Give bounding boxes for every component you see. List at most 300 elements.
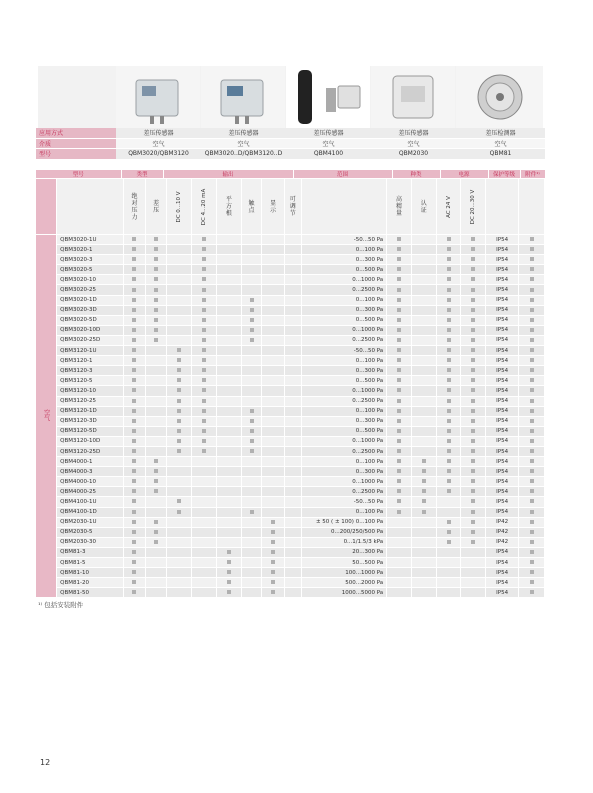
display-cell — [262, 406, 285, 416]
high-precision-cell — [387, 588, 412, 598]
square-root-cell — [216, 356, 241, 366]
check-square-icon — [422, 459, 426, 463]
certification-cell — [411, 305, 436, 315]
table-row — [36, 537, 545, 547]
table-row — [36, 588, 545, 598]
check-square-icon — [202, 328, 206, 332]
check-square-icon — [397, 267, 401, 271]
adjustable-cell — [285, 537, 302, 547]
product-photo-qbm3020d — [201, 66, 285, 128]
check-square-icon — [271, 560, 275, 564]
overview-cell: 空气 — [116, 138, 201, 149]
dc10-cell — [167, 497, 192, 507]
absolute-cell — [124, 547, 146, 557]
model-cell: QBM4100-1U — [57, 497, 124, 507]
check-square-icon — [530, 560, 534, 564]
square-root-cell — [216, 295, 241, 305]
table-row — [36, 406, 545, 416]
check-square-icon — [397, 298, 401, 302]
accessory-cell — [519, 356, 545, 366]
absolute-cell — [124, 396, 146, 406]
protection-cell: IP54 — [486, 457, 519, 467]
check-square-icon — [132, 257, 136, 261]
overview-cell: QBM3020/QBM3120 — [116, 149, 201, 160]
contact-cell — [241, 588, 262, 598]
check-square-icon — [447, 429, 451, 433]
accessory-cell — [519, 446, 545, 456]
model-cell: QBM81-50 — [57, 588, 124, 598]
check-square-icon — [447, 479, 451, 483]
check-square-icon — [154, 308, 158, 312]
check-square-icon — [271, 540, 275, 544]
check-square-icon — [132, 540, 136, 544]
high-precision-cell — [387, 245, 412, 255]
accessory-cell — [519, 315, 545, 325]
table-row — [36, 578, 545, 588]
check-square-icon — [202, 368, 206, 372]
check-square-icon — [471, 298, 475, 302]
display-cell — [262, 477, 285, 487]
check-square-icon — [471, 257, 475, 261]
contact-cell — [241, 578, 262, 588]
certification-cell — [411, 295, 436, 305]
accessory-cell — [519, 295, 545, 305]
check-square-icon — [132, 419, 136, 423]
check-square-icon — [202, 429, 206, 433]
check-square-icon — [132, 469, 136, 473]
check-square-icon — [177, 368, 181, 372]
check-square-icon — [397, 257, 401, 261]
table-row — [36, 366, 545, 376]
range-cell: 0...1000 Pa — [301, 477, 387, 487]
table-row — [36, 315, 545, 325]
table-row — [36, 426, 545, 436]
certification-cell — [411, 487, 436, 497]
dc10-cell — [167, 446, 192, 456]
model-cell: QBM3120-10D — [57, 436, 124, 446]
table-row — [36, 235, 545, 245]
absolute-cell — [124, 356, 146, 366]
check-square-icon — [132, 580, 136, 584]
model-cell: QBM3120-5 — [57, 376, 124, 386]
dc2030-cell — [461, 356, 486, 366]
high-precision-cell — [387, 265, 412, 275]
check-square-icon — [447, 338, 451, 342]
check-square-icon — [471, 419, 475, 423]
model-cell: QBM81-20 — [57, 578, 124, 588]
group-protection: 保护等级 — [488, 170, 520, 178]
overview-cell: 空气 — [371, 138, 456, 149]
adjustable-cell — [285, 416, 302, 426]
absolute-cell — [124, 507, 146, 517]
square-root-cell — [216, 255, 241, 265]
differential-cell — [145, 457, 167, 467]
dc10-cell — [167, 558, 192, 568]
display-cell — [262, 426, 285, 436]
dc10-cell — [167, 245, 192, 255]
check-square-icon — [397, 348, 401, 352]
check-square-icon — [397, 439, 401, 443]
check-square-icon — [447, 368, 451, 372]
high-precision-cell — [387, 285, 412, 295]
check-square-icon — [202, 449, 206, 453]
dc2030-cell — [461, 457, 486, 467]
contact-cell — [241, 517, 262, 527]
dc420-cell — [192, 578, 217, 588]
medium-side-label — [36, 235, 57, 598]
contact-cell — [241, 547, 262, 557]
differential-cell — [145, 245, 167, 255]
display-cell — [262, 558, 285, 568]
check-square-icon — [447, 247, 451, 251]
check-square-icon — [132, 409, 136, 413]
display-cell — [262, 416, 285, 426]
overview-cell: 差压传感器 — [201, 128, 286, 138]
check-square-icon — [177, 348, 181, 352]
contact-cell — [241, 255, 262, 265]
dc2030-cell — [461, 335, 486, 345]
check-square-icon — [202, 348, 206, 352]
ac24-cell — [436, 558, 461, 568]
check-square-icon — [471, 449, 475, 453]
group-range: 范围 — [293, 170, 392, 178]
check-square-icon — [530, 580, 534, 584]
range-cell: 0...300 Pa — [301, 305, 387, 315]
overview-cell: QBM4100 — [286, 149, 371, 160]
protection-cell: IP54 — [486, 386, 519, 396]
check-square-icon — [132, 288, 136, 292]
model-cell: QBM3020-1D — [57, 295, 124, 305]
dc420-cell — [192, 346, 217, 356]
certification-cell — [411, 376, 436, 386]
square-root-cell — [216, 446, 241, 456]
check-square-icon — [132, 277, 136, 281]
model-cell: QBM2030-30 — [57, 537, 124, 547]
display-cell — [262, 457, 285, 467]
range-cell: 0...100 Pa — [301, 507, 387, 517]
table-row — [36, 436, 545, 446]
differential-cell — [145, 477, 167, 487]
dc420-cell — [192, 507, 217, 517]
absolute-cell — [124, 285, 146, 295]
check-square-icon — [471, 409, 475, 413]
check-square-icon — [177, 358, 181, 362]
check-square-icon — [132, 479, 136, 483]
display-cell — [262, 335, 285, 345]
absolute-cell — [124, 255, 146, 265]
check-square-icon — [530, 429, 534, 433]
sub-range-blank — [301, 179, 387, 234]
contact-cell — [241, 366, 262, 376]
check-square-icon — [271, 590, 275, 594]
differential-cell — [145, 558, 167, 568]
certification-cell — [411, 335, 436, 345]
protection-cell: IP54 — [486, 507, 519, 517]
dc2030-cell — [461, 275, 486, 285]
display-cell — [262, 568, 285, 578]
high-precision-cell — [387, 335, 412, 345]
protection-cell: IP54 — [486, 235, 519, 245]
table-row — [36, 376, 545, 386]
check-square-icon — [471, 489, 475, 493]
high-precision-cell — [387, 457, 412, 467]
absolute-cell — [124, 467, 146, 477]
dc420-cell — [192, 386, 217, 396]
high-precision-cell — [387, 537, 412, 547]
check-square-icon — [447, 257, 451, 261]
check-square-icon — [177, 449, 181, 453]
absolute-cell — [124, 386, 146, 396]
ac24-cell — [436, 305, 461, 315]
check-square-icon — [132, 439, 136, 443]
square-root-cell — [216, 396, 241, 406]
dc10-cell — [167, 346, 192, 356]
dc2030-cell — [461, 507, 486, 517]
absolute-cell — [124, 527, 146, 537]
check-square-icon — [530, 520, 534, 524]
adjustable-cell — [285, 255, 302, 265]
overview-cell: QBM3020..D/QBM3120..D — [201, 149, 286, 160]
dc2030-cell — [461, 568, 486, 578]
product-photo-qbm81 — [456, 66, 543, 128]
ac24-cell — [436, 396, 461, 406]
protection-cell: IP54 — [486, 356, 519, 366]
check-square-icon — [250, 338, 254, 342]
range-cell: 0...100 Pa — [301, 406, 387, 416]
high-precision-cell — [387, 568, 412, 578]
certification-cell — [411, 255, 436, 265]
check-square-icon — [447, 540, 451, 544]
check-square-icon — [132, 499, 136, 503]
high-precision-cell — [387, 426, 412, 436]
adjustable-cell — [285, 436, 302, 446]
range-cell: 0...2500 Pa — [301, 396, 387, 406]
dc10-cell — [167, 235, 192, 245]
accessory-cell — [519, 527, 545, 537]
differential-cell — [145, 568, 167, 578]
display-cell — [262, 436, 285, 446]
accessory-cell — [519, 467, 545, 477]
table-row — [36, 527, 545, 537]
check-square-icon — [227, 550, 231, 554]
check-square-icon — [132, 489, 136, 493]
certification-cell — [411, 517, 436, 527]
high-precision-cell — [387, 366, 412, 376]
range-cell: 0...2500 Pa — [301, 446, 387, 456]
protection-cell: IP54 — [486, 477, 519, 487]
adjustable-cell — [285, 487, 302, 497]
dc10-cell — [167, 588, 192, 598]
check-square-icon — [132, 308, 136, 312]
absolute-cell — [124, 346, 146, 356]
sub-differential: 差压 — [145, 179, 167, 234]
check-square-icon — [202, 247, 206, 251]
certification-cell — [411, 265, 436, 275]
high-precision-cell — [387, 275, 412, 285]
accessory-cell — [519, 457, 545, 467]
check-square-icon — [471, 388, 475, 392]
check-square-icon — [271, 570, 275, 574]
protection-cell: IP54 — [486, 547, 519, 557]
contact-cell — [241, 426, 262, 436]
check-square-icon — [154, 459, 158, 463]
dc2030-cell — [461, 346, 486, 356]
absolute-cell — [124, 366, 146, 376]
model-cell: QBM2030-1U — [57, 517, 124, 527]
check-square-icon — [471, 540, 475, 544]
ac24-cell — [436, 446, 461, 456]
group-model: 型号 — [36, 170, 121, 178]
absolute-cell — [124, 406, 146, 416]
check-square-icon — [422, 489, 426, 493]
contact-cell — [241, 457, 262, 467]
check-square-icon — [250, 318, 254, 322]
protection-cell: IP54 — [486, 436, 519, 446]
dc2030-cell — [461, 497, 486, 507]
adjustable-cell — [285, 295, 302, 305]
dc2030-cell — [461, 467, 486, 477]
check-square-icon — [397, 277, 401, 281]
model-cell: QBM3120-25D — [57, 446, 124, 456]
range-cell: 0...100 Pa — [301, 295, 387, 305]
accessory-cell — [519, 497, 545, 507]
table-row — [36, 467, 545, 477]
dc10-cell — [167, 396, 192, 406]
check-square-icon — [471, 459, 475, 463]
table-row — [36, 497, 545, 507]
check-square-icon — [250, 409, 254, 413]
protection-cell: IP54 — [486, 285, 519, 295]
model-cell: QBM3120-10 — [57, 386, 124, 396]
absolute-cell — [124, 416, 146, 426]
adjustable-cell — [285, 245, 302, 255]
check-square-icon — [154, 520, 158, 524]
dc10-cell — [167, 537, 192, 547]
dc2030-cell — [461, 517, 486, 527]
display-cell — [262, 537, 285, 547]
dc10-cell — [167, 295, 192, 305]
ac24-cell — [436, 436, 461, 446]
high-precision-cell — [387, 386, 412, 396]
dc420-cell — [192, 295, 217, 305]
ac24-cell — [436, 356, 461, 366]
product-spec-table — [36, 235, 545, 598]
check-square-icon — [202, 388, 206, 392]
check-square-icon — [447, 277, 451, 281]
overview-cell: 差压传感器 — [371, 128, 456, 138]
display-cell — [262, 245, 285, 255]
accessory-cell — [519, 376, 545, 386]
display-cell — [262, 356, 285, 366]
display-cell — [262, 547, 285, 557]
accessory-cell — [519, 346, 545, 356]
display-cell — [262, 396, 285, 406]
check-square-icon — [530, 338, 534, 342]
dc420-cell — [192, 305, 217, 315]
dc420-cell — [192, 537, 217, 547]
protection-cell: IP54 — [486, 446, 519, 456]
range-cell: ± 50 ( ± 100) 0...100 Pa — [301, 517, 387, 527]
pressure-switch-icon — [456, 66, 543, 128]
contact-cell — [241, 295, 262, 305]
check-square-icon — [132, 338, 136, 342]
check-square-icon — [471, 520, 475, 524]
adjustable-cell — [285, 477, 302, 487]
product-photo-qbm2030 — [371, 66, 455, 128]
dc10-cell — [167, 578, 192, 588]
accessory-cell — [519, 517, 545, 527]
check-square-icon — [177, 429, 181, 433]
check-square-icon — [154, 479, 158, 483]
ac24-cell — [436, 366, 461, 376]
dc2030-cell — [461, 558, 486, 568]
high-precision-cell — [387, 517, 412, 527]
contact-cell — [241, 305, 262, 315]
check-square-icon — [227, 590, 231, 594]
display-cell — [262, 527, 285, 537]
ac24-cell — [436, 285, 461, 295]
certification-cell — [411, 235, 436, 245]
contact-cell — [241, 346, 262, 356]
accessory-cell — [519, 386, 545, 396]
model-cell: QBM3020-25 — [57, 285, 124, 295]
differential-cell — [145, 295, 167, 305]
range-cell: 1000...5000 Pa — [301, 588, 387, 598]
protection-cell: IP54 — [486, 245, 519, 255]
ac24-cell — [436, 578, 461, 588]
check-square-icon — [397, 318, 401, 322]
adjustable-cell — [285, 346, 302, 356]
certification-cell — [411, 275, 436, 285]
protection-cell: IP54 — [486, 366, 519, 376]
high-precision-cell — [387, 547, 412, 557]
accessory-cell — [519, 366, 545, 376]
dc10-cell — [167, 467, 192, 477]
check-square-icon — [132, 318, 136, 322]
range-cell: 0...1/1.5/3 kPa — [301, 537, 387, 547]
ac24-cell — [436, 457, 461, 467]
product-overview-table — [36, 128, 545, 160]
adjustable-cell — [285, 356, 302, 366]
model-cell: QBM4100-1D — [57, 507, 124, 517]
dc10-cell — [167, 325, 192, 335]
square-root-cell — [216, 265, 241, 275]
ac24-cell — [436, 537, 461, 547]
dc420-cell — [192, 356, 217, 366]
protection-cell: IP54 — [486, 578, 519, 588]
display-cell — [262, 285, 285, 295]
model-cell: QBM3120-25 — [57, 396, 124, 406]
check-square-icon — [397, 489, 401, 493]
check-square-icon — [530, 449, 534, 453]
dc2030-cell — [461, 315, 486, 325]
high-precision-cell — [387, 487, 412, 497]
overview-cell: QBM2030 — [371, 149, 456, 160]
range-cell: 0...100 Pa — [301, 245, 387, 255]
dc2030-cell — [461, 477, 486, 487]
sub-side — [36, 179, 57, 234]
accessory-cell — [519, 578, 545, 588]
check-square-icon — [132, 348, 136, 352]
check-square-icon — [271, 520, 275, 524]
check-square-icon — [471, 399, 475, 403]
contact-cell — [241, 275, 262, 285]
duct-sensor-icon — [286, 66, 370, 128]
ac24-cell — [436, 477, 461, 487]
range-cell: 500...2000 Pa — [301, 578, 387, 588]
dc10-cell — [167, 386, 192, 396]
dc420-cell — [192, 235, 217, 245]
